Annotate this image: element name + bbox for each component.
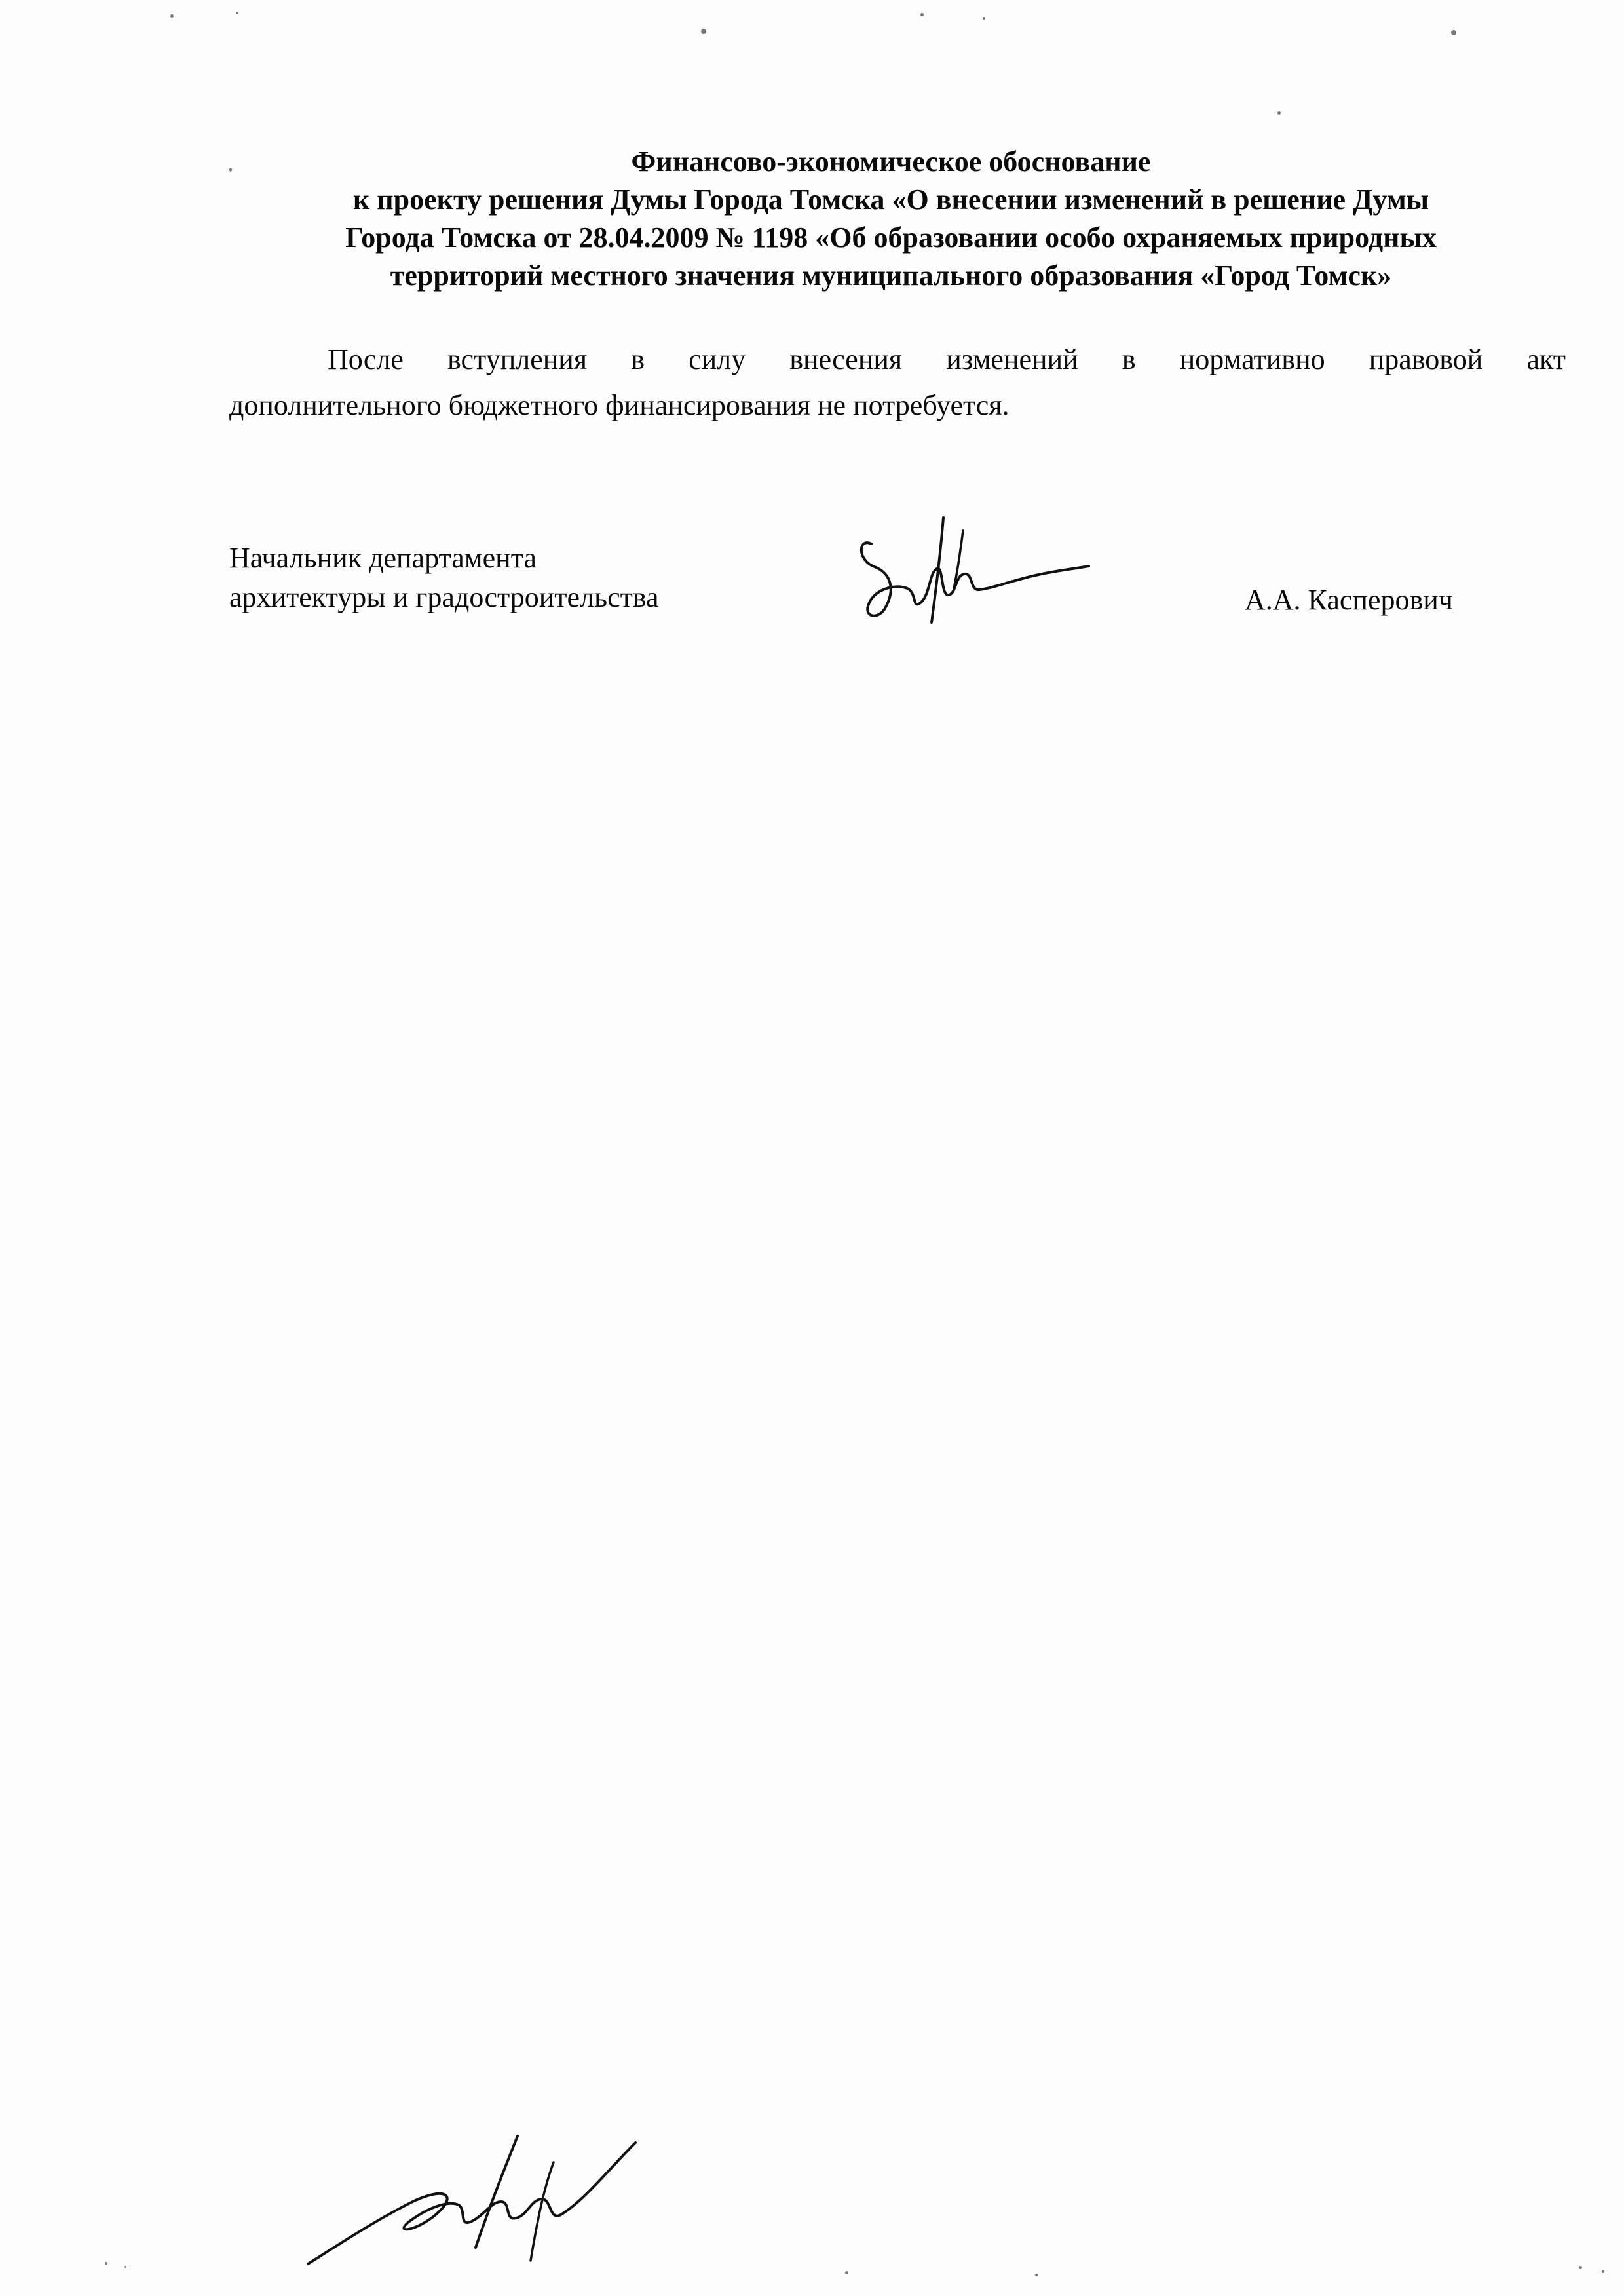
title-line-3: Города Томска от 28.04.2009 № 1198 «Об образовании особо охраняемых природных bbox=[345, 221, 1437, 254]
scan-speck bbox=[1602, 2270, 1604, 2273]
scan-speck bbox=[124, 2266, 126, 2268]
scan-speck bbox=[983, 17, 985, 20]
scan-speck bbox=[701, 29, 706, 34]
scan-speck bbox=[229, 168, 232, 172]
title-line-1: Финансово-экономическое обоснование bbox=[631, 145, 1151, 178]
signer-position bbox=[229, 539, 659, 617]
signer-name: А.А. Касперович bbox=[1245, 584, 1453, 616]
scan-speck bbox=[1035, 2274, 1038, 2276]
scan-speck bbox=[170, 14, 174, 18]
signature-bottom bbox=[295, 2123, 662, 2274]
scan-speck bbox=[1579, 2266, 1582, 2269]
signer-position-line-1: Начальник департамента bbox=[229, 542, 537, 574]
body-paragraph bbox=[229, 337, 1566, 429]
scan-speck bbox=[920, 13, 924, 16]
body-line-2: дополнительного бюджетного финансирования не потребуется. bbox=[229, 389, 1010, 421]
title-line-2: к проекту решения Думы Города Томска «О внесении изменений в решение Думы bbox=[352, 183, 1429, 216]
scan-speck bbox=[845, 2271, 848, 2274]
body-line-1: После вступления в силу внесения изменений в нормативно правовой акт bbox=[328, 343, 1566, 375]
signer-position-line-2: архитектуры и градостроительства bbox=[229, 581, 659, 613]
scan-speck bbox=[1277, 111, 1281, 115]
title-line-4: территорий местного значения муниципального образования «Город Томск» bbox=[390, 259, 1392, 292]
scan-speck bbox=[236, 12, 238, 14]
scan-speck bbox=[105, 2262, 107, 2265]
document-title bbox=[223, 143, 1559, 295]
signature-main bbox=[845, 511, 1107, 642]
scan-speck bbox=[1451, 30, 1456, 35]
